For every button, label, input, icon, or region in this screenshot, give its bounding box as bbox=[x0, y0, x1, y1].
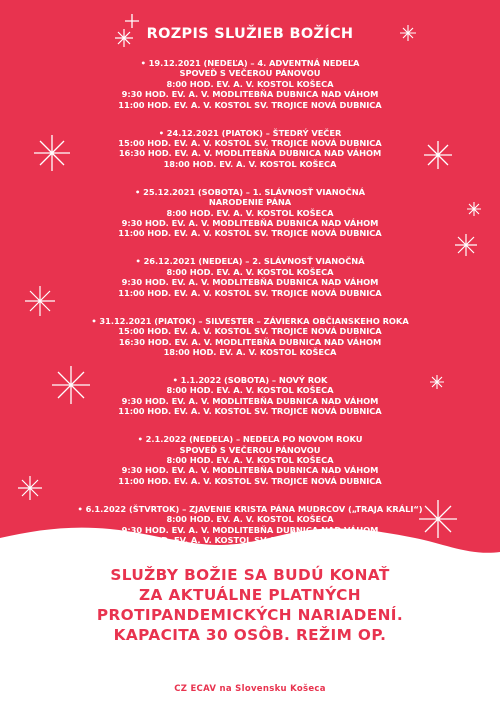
service-item bbox=[40, 434, 460, 486]
page-title: ROZPIS SLUŽIEB BOŽÍCH bbox=[146, 26, 354, 42]
sparkle-icon-11 bbox=[18, 476, 42, 500]
service-schedule bbox=[40, 58, 460, 563]
service-line: 16:30 HOD. EV. A. V. MODLITEBŇA DUBNICA NAD VÁHOM bbox=[118, 148, 382, 159]
service-line: 8:00 HOD. EV. A. V. KOSTOL KOŠECA bbox=[166, 207, 334, 218]
service-line: 11:00 HOD. EV. A. V. KOSTOL SV. TROJICE NOVÁ DUBNICA bbox=[118, 287, 382, 298]
service-line: 11:00 HOD. EV. A. V. KOSTOL SV. TROJICE NOVÁ DUBNICA bbox=[118, 534, 382, 545]
service-line: NARODENIE PÁNA bbox=[208, 197, 292, 208]
notice-line: ZA AKTUÁLNE PLATNÝCH bbox=[139, 586, 361, 604]
service-date-line: • 26.12.2021 (NEDEĽA) – 2. SLÁVNOSŤ VIANOČNÁ bbox=[135, 256, 365, 267]
service-line: 8:00 HOD. EV. A. V. KOSTOL KOŠECA bbox=[166, 454, 334, 465]
service-date-line: • 2.1.2022 (NEDEĽA) – NEDEĽA PO NOVOM ROKU bbox=[137, 434, 363, 445]
notice-line: PROTIPANDEMICKÝCH NARIADENÍ. bbox=[96, 606, 404, 624]
service-date-line: • 24.12.2021 (PIATOK) – ŠTEDRÝ VEČER bbox=[158, 127, 342, 138]
service-date-line: • 25.12.2021 (SOBOTA) – 1. SLÁVNOSŤ VIANOČNÁ bbox=[135, 186, 365, 197]
service-line: 11:00 HOD. EV. A. V. KOSTOL SV. TROJICE NOVÁ DUBNICA bbox=[118, 475, 382, 486]
notice-line: SLUŽBY BOŽIE SA BUDÚ KONAŤ bbox=[110, 566, 390, 584]
service-line: SPOVEĎ S VEČEROU PÁNOVOU bbox=[179, 444, 321, 455]
service-line: 18:00 HOD. EV. A. V. KOSTOL KOŠECA bbox=[163, 158, 337, 169]
service-date-line: • 31.12.2021 (PIATOK) – SILVESTER – ZÁVIERKA OBČIANSKEHO ROKA bbox=[91, 315, 409, 326]
service-line: 15:00 HOD. EV. A. V. KOSTOL SV. TROJICE NOVÁ DUBNICA bbox=[118, 326, 382, 337]
service-line: 9:30 HOD. EV. A. V. MODLITEBŇA DUBNICA NAD VÁHOM bbox=[121, 277, 379, 288]
service-line: 8:00 HOD. EV. A. V. KOSTOL KOŠECA bbox=[166, 78, 334, 89]
service-item bbox=[40, 128, 460, 170]
service-line: 8:00 HOD. EV. A. V. KOSTOL KOŠECA bbox=[166, 266, 334, 277]
footer-organization: CZ ECAV na Slovensku Košeca bbox=[174, 684, 326, 694]
service-line: 11:00 HOD. EV. A. V. KOSTOL SV. TROJICE NOVÁ DUBNICA bbox=[118, 406, 382, 417]
service-line: 9:30 HOD. EV. A. V. MODLITEBŇA DUBNICA NAD VÁHOM bbox=[121, 89, 379, 100]
service-item bbox=[40, 316, 460, 358]
service-item bbox=[40, 256, 460, 298]
service-item bbox=[40, 187, 460, 239]
service-line: 16:30 HOD. EV. A. V. MODLITEBŇA DUBNICA NAD VÁHOM bbox=[118, 336, 382, 347]
service-line: 9:30 HOD. EV. A. V. MODLITEBŇA DUBNICA NAD VÁHOM bbox=[121, 395, 379, 406]
notice-line: KAPACITA 30 OSÔB. REŽIM OP. bbox=[113, 626, 387, 644]
service-line: 15:00 HOD. EV. A. V. KOSTOL SV. TROJICE NOVÁ DUBNICA bbox=[118, 138, 382, 149]
service-line: 11:00 HOD. EV. A. V. KOSTOL SV. TROJICE NOVÁ DUBNICA bbox=[118, 99, 382, 110]
notice-text bbox=[0, 565, 500, 645]
service-date-line: • 1.1.2022 (SOBOTA) – NOVÝ ROK bbox=[172, 374, 328, 385]
service-line: 9:30 HOD. EV. A. V. MODLITEBŇA DUBNICA NAD VÁHOM bbox=[121, 218, 379, 229]
service-line: 9:30 HOD. EV. A. V. MODLITEBŇA DUBNICA NAD VÁHOM bbox=[121, 524, 379, 535]
service-date-line: • 19.12.2021 (NEDEĽA) – 4. ADVENTNÁ NEDEĽA bbox=[140, 58, 360, 68]
service-item bbox=[40, 375, 460, 417]
service-line: 8:00 HOD. EV. A. V. KOSTOL KOŠECA bbox=[166, 385, 334, 396]
service-line: 9:30 HOD. EV. A. V. MODLITEBŇA DUBNICA NAD VÁHOM bbox=[121, 465, 379, 476]
sparkle-icon-6 bbox=[467, 202, 481, 216]
service-item bbox=[40, 504, 460, 546]
service-line: 11:00 HOD. EV. A. V. KOSTOL SV. TROJICE NOVÁ DUBNICA bbox=[118, 228, 382, 239]
service-line: 18:00 HOD. EV. A. V. KOSTOL KOŠECA bbox=[163, 346, 337, 357]
service-line: SPOVEĎ S VEČEROU PÁNOVOU bbox=[179, 68, 321, 79]
service-line: 8:00 HOD. EV. A. V. KOSTOL KOŠECA bbox=[166, 514, 334, 525]
service-item bbox=[40, 58, 460, 110]
service-date-line: • 6.1.2022 (ŠTVRTOK) – ZJAVENIE KRISTA PÁNA MUDRCOV („TRAJA KRÁLI“) bbox=[77, 503, 423, 514]
